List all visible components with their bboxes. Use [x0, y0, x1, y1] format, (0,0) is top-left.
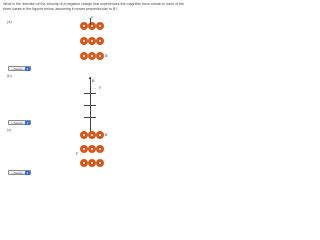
b-field-out-icon [96, 159, 104, 167]
part-b-label: (b) [7, 74, 12, 78]
part-b-direction-select[interactable] [8, 120, 31, 125]
b-field-out-icon [80, 37, 88, 45]
question-text: What is the direction of the velocity of a negative charge that experiences the magnetic force shown in each of the three cases in the figures below, assuming it moves perpendicular to B? [3, 2, 184, 11]
tick [84, 117, 96, 118]
select-value: ---Select--- [11, 121, 26, 125]
b-field-out-icon [96, 145, 104, 153]
b-field-out-icon [80, 22, 88, 30]
b-field-out-icon [88, 52, 96, 60]
part-c-direction-select[interactable] [8, 170, 31, 175]
b-field-out-icon [88, 131, 96, 139]
b-field-out-icon [88, 159, 96, 167]
force-label: F [76, 152, 79, 156]
b-field-out-icon [96, 22, 104, 30]
b-field-out-icon [80, 159, 88, 167]
force-arrow: → [93, 86, 97, 90]
b-field-label: B [105, 54, 108, 58]
b-field-out-icon [88, 37, 96, 45]
force-label: F [99, 86, 102, 90]
force-arrow: ← [80, 152, 84, 156]
select-value: ---Select--- [11, 67, 26, 71]
b-field-out-icon [80, 52, 88, 60]
part-a-direction-select[interactable] [8, 66, 31, 71]
chevron-down-icon: ▾ [26, 171, 29, 175]
b-field-line [90, 77, 91, 137]
force-label: F [91, 16, 94, 20]
part-a-label: (a) [7, 20, 12, 24]
arrow-up-icon: ▲ [88, 75, 92, 80]
chevron-down-icon: ▾ [26, 67, 29, 71]
b-field-label: B [105, 133, 108, 137]
select-value: ---Select--- [11, 171, 26, 175]
b-field-out-icon [96, 52, 104, 60]
tick [84, 105, 96, 106]
b-field-label: B [92, 79, 95, 83]
b-field-out-icon [96, 37, 104, 45]
tick [84, 93, 96, 94]
part-c-label: (c) [7, 128, 12, 132]
b-field-out-icon [80, 131, 88, 139]
chevron-down-icon: ▾ [26, 121, 29, 125]
b-field-out-icon [96, 131, 104, 139]
b-field-out-icon [88, 145, 96, 153]
